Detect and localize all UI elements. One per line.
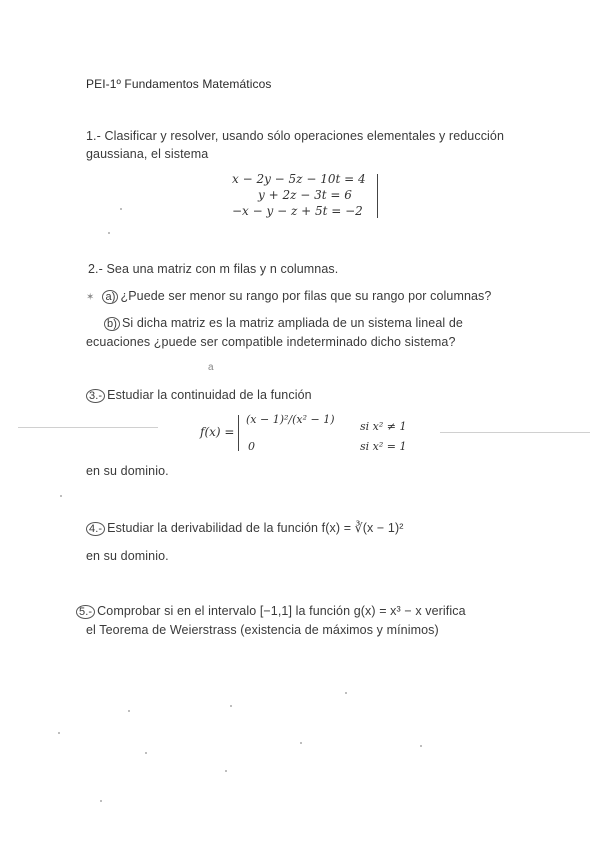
q3-label: 3.- bbox=[86, 389, 105, 403]
scan-speck bbox=[60, 495, 62, 497]
q2-a-label: a) bbox=[102, 290, 118, 304]
scan-speck bbox=[420, 745, 422, 747]
q3-piece2: 0 bbox=[248, 440, 255, 453]
page-title: PEI-1º Fundamentos Matemáticos bbox=[86, 77, 272, 91]
q5-statement-line2: el Teorema de Weierstrass (existencia de máximos y mínimos) bbox=[86, 623, 439, 637]
q3-cond1: si x² ≠ 1 bbox=[360, 420, 407, 433]
q4-text: Estudiar la derivabilidad de la función f(x) = ∛(x − 1)² bbox=[107, 521, 404, 535]
q2-b-text-line1: Si dicha matriz es la matriz ampliada de un sistema lineal de bbox=[121, 316, 463, 330]
scan-speck bbox=[100, 800, 102, 802]
piecewise-brace bbox=[238, 415, 243, 451]
scan-line-right bbox=[440, 432, 590, 433]
q5-label: 5.- bbox=[76, 605, 95, 619]
scan-speck bbox=[58, 732, 60, 734]
scan-speck bbox=[300, 742, 302, 744]
q3-piece1: (x − 1)²/(x² − 1) bbox=[246, 413, 335, 426]
scan-speck bbox=[120, 208, 122, 210]
system-right-brace bbox=[373, 174, 378, 218]
q4-tail: en su dominio. bbox=[86, 549, 169, 563]
q2-b-text-line2: ecuaciones ¿puede ser compatible indeterminado dicho sistema? bbox=[86, 335, 456, 349]
scan-speck bbox=[108, 232, 110, 234]
scan-speck bbox=[145, 752, 147, 754]
q1-statement-line1: 1.- Clasificar y resolver, usando sólo operaciones elementales y reducción bbox=[86, 129, 505, 143]
q2-b-label: b) bbox=[104, 317, 120, 331]
scan-speck bbox=[345, 692, 347, 694]
q5-text-line1: Comprobar si en el intervalo [−1,1] la función g(x) = x³ − x verifica bbox=[97, 604, 466, 618]
q3-function-lhs: f(x) = bbox=[200, 425, 235, 439]
q3-text: Estudiar la continuidad de la función bbox=[107, 388, 312, 402]
q2-note: a bbox=[208, 362, 214, 373]
q5-statement-line1 bbox=[76, 604, 466, 619]
star-mark-icon: ✶ bbox=[86, 292, 95, 303]
scan-speck bbox=[128, 710, 130, 712]
q1-statement-line2: gaussiana, el sistema bbox=[86, 147, 209, 161]
q4-statement bbox=[86, 521, 403, 536]
scan-line-left bbox=[18, 427, 158, 428]
q2-intro: 2.- Sea una matriz con m filas y n columnas. bbox=[88, 262, 339, 276]
q1-equation-1: x − 2y − 5z − 10t = 4 bbox=[232, 172, 366, 186]
q3-tail: en su dominio. bbox=[86, 464, 169, 478]
q4-label: 4.- bbox=[86, 522, 105, 536]
q3-statement bbox=[86, 388, 312, 403]
q2-part-b bbox=[104, 316, 463, 331]
q1-equation-2: y + 2z − 3t = 6 bbox=[258, 188, 352, 202]
scan-speck bbox=[230, 705, 232, 707]
scan-speck bbox=[225, 770, 227, 772]
q1-equation-3: −x − y − z + 5t = −2 bbox=[232, 204, 363, 218]
q2-part-a bbox=[86, 289, 491, 305]
q3-cond2: si x² = 1 bbox=[360, 440, 407, 453]
q2-a-text: ¿Puede ser menor su rango por filas que su rango por columnas? bbox=[120, 289, 492, 303]
